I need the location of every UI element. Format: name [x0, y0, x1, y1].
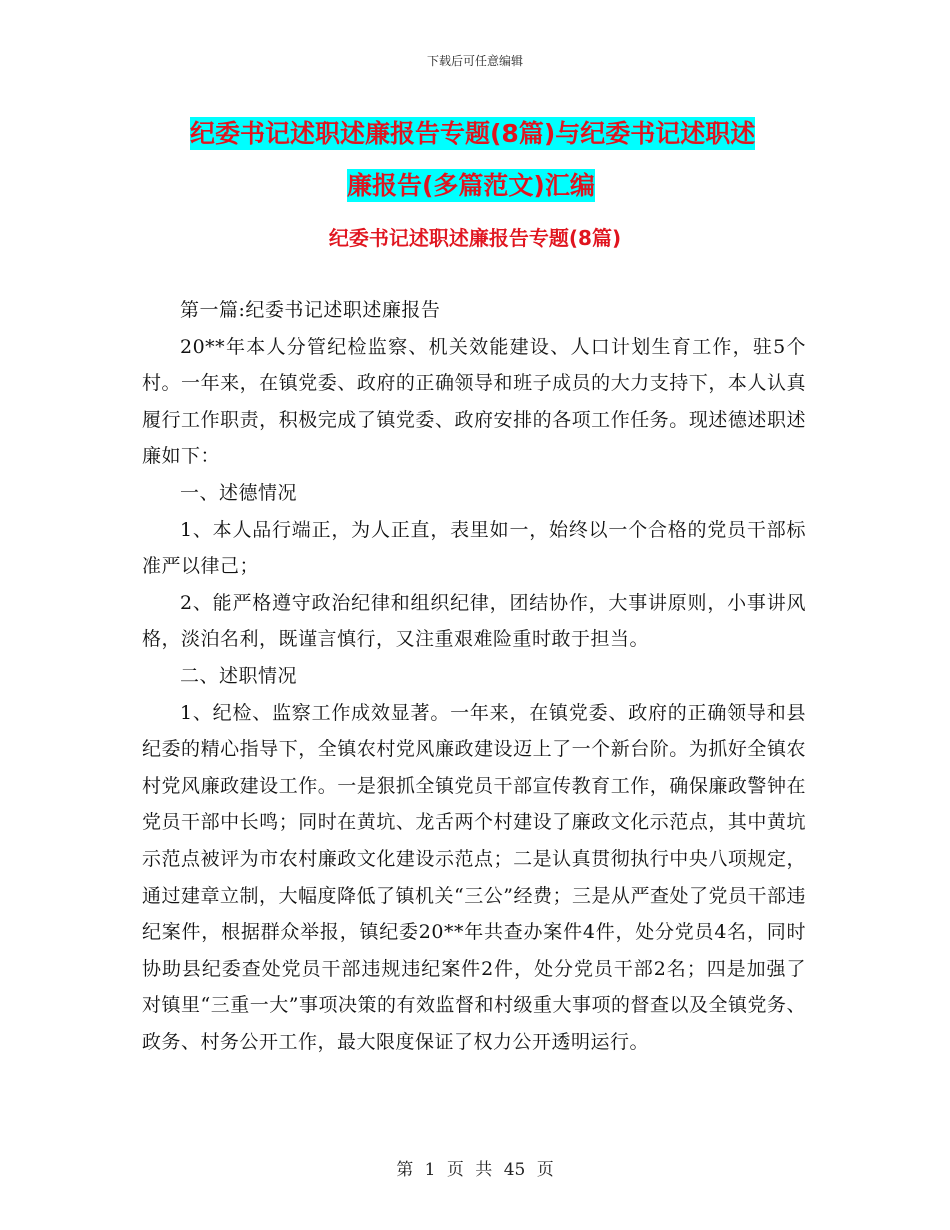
- paragraph-heading: 二、述职情况: [180, 664, 298, 687]
- page-footer: 第 1 页 共 45 页: [396, 1160, 554, 1180]
- paragraph: 20**年本人分管纪检监察、机关效能建设、人口计划生育工作，驻5个村。一年来，在镇党委、政府的正确领导和班子成员的大力支持下，本人认真履行工作职责，积极完成了镇党委、政府安排的各项工作任务。现述德述职述廉如下：: [142, 335, 806, 468]
- section-title: 纪委书记述职述廉报告专题(8篇): [328, 226, 622, 250]
- document-title: [190, 108, 810, 212]
- header-note: 下载后可任意编辑: [426, 54, 523, 68]
- paragraph: 1、本人品行端正，为人正直，表里如一，始终以一个合格的党员干部标准严以律己；: [142, 518, 806, 578]
- title-line-2: 廉报告(多篇范文)汇编: [347, 171, 595, 200]
- paragraph-heading: 一、述德情况: [180, 481, 298, 504]
- title-line-1: 纪委书记述职述廉报告专题(8篇)与纪委书记述职述: [190, 119, 756, 148]
- paragraph: 2、能严格遵守政治纪律和组织纪律，团结协作，大事讲原则，小事讲风格，淡泊名利，既谨言慎行，又注重艰难险重时敢于担当。: [142, 591, 806, 651]
- body-text: [142, 292, 806, 1060]
- paragraph: 1、纪检、监察工作成效显著。一年来，在镇党委、政府的正确领导和县纪委的精心指导下，全镇农村党风廉政建设迈上了一个新台阶。为抓好全镇农村党风廉政建设工作。一是狠抓全镇党员干部宣传教育工作，确保廉政警钟在党员干部中长鸣；同时在黄坑、龙舌两个村建设了廉政文化示范点，其中黄坑示范点被评为市农村廉政文化建设示范点；二是认真贯彻执行中央八项规定，通过建章立制，大幅度降低了镇机关“三公”经费；三是从严查处了党员干部违纪案件，根据群众举报，镇纪委20**年共查办案件4件，处分党员4名，同时协助县纪委查处党员干部违规违纪案件2件，处分党员干部2名；四是加强了对镇里“三重一大”事项决策的有效监督和村级重大事项的督查以及全镇党务、政务、村务公开工作，最大限度保证了权力公开透明运行。: [142, 701, 806, 1053]
- paragraph-subtitle: 第一篇:纪委书记述职述廉报告: [180, 299, 441, 321]
